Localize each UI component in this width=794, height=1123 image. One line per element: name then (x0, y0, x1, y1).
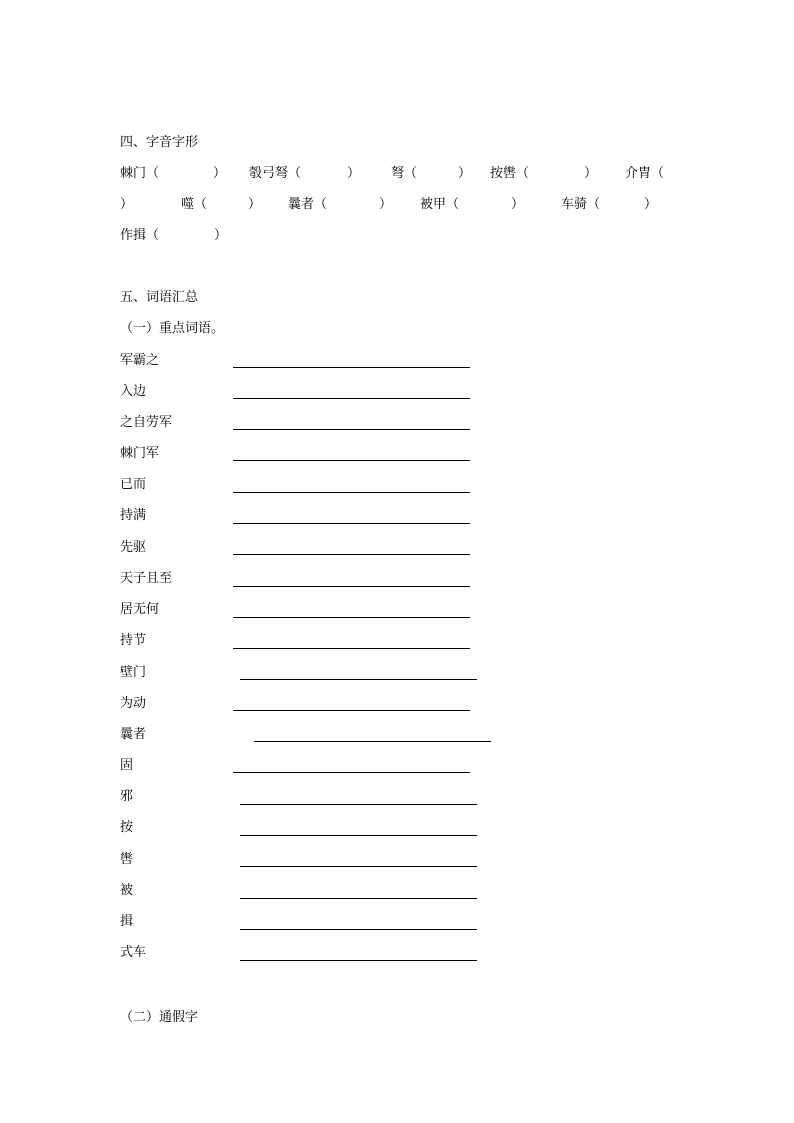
vocab-term: 先驱 (120, 540, 147, 555)
s4-l1-t8: 介胄（ (625, 166, 665, 181)
vocab-term: 按 (120, 820, 134, 835)
s4-l2-t6: ） (511, 197, 525, 212)
section5-subheading-1: （一）重点词语。 (120, 321, 225, 336)
s4-l1-t3: ） (347, 166, 361, 181)
section5-heading: 五、词语汇总 (120, 290, 199, 305)
vocab-answer-line (240, 960, 477, 961)
s4-l2-t0: ） (120, 197, 134, 212)
vocab-term: 固 (120, 758, 134, 773)
vocab-answer-line (240, 866, 477, 867)
s4-l1-t6: 按辔（ (490, 166, 530, 181)
s4-l2-t3: 曩者（ (288, 197, 328, 212)
vocab-answer-line (233, 429, 470, 430)
s4-l2-t5: 被甲（ (420, 197, 460, 212)
s4-l1-t7: ） (584, 166, 598, 181)
vocab-term: 式车 (120, 945, 147, 960)
s4-l2-t1: 噬（ (181, 197, 208, 212)
vocab-answer-line (240, 898, 477, 899)
vocab-answer-line (233, 586, 470, 587)
s4-l2-t4: ） (379, 197, 393, 212)
vocab-term: 揖 (120, 914, 134, 929)
vocab-term: 天子且至 (120, 571, 173, 586)
vocab-answer-line (233, 492, 470, 493)
vocab-answer-line (233, 772, 470, 773)
vocab-answer-line (233, 523, 470, 524)
vocab-term: 之自劳军 (120, 415, 173, 430)
s4-l3-t0: 作揖（ (120, 228, 160, 243)
vocab-term: 棘门军 (120, 446, 160, 461)
vocab-answer-line (254, 741, 491, 742)
vocab-answer-line (240, 679, 477, 680)
s4-l1-t0: 棘门（ (120, 166, 160, 181)
vocab-answer-line (233, 398, 470, 399)
s4-l1-t1: ） (213, 166, 227, 181)
vocab-term: 居无何 (120, 602, 160, 617)
vocab-term: 持满 (120, 508, 147, 523)
vocab-term: 被 (120, 883, 134, 898)
s4-l2-t2: ） (248, 197, 262, 212)
vocab-answer-line (233, 367, 470, 368)
vocab-term: 军霸之 (120, 353, 160, 368)
vocab-answer-line (233, 554, 470, 555)
vocab-term: 为动 (120, 696, 147, 711)
vocab-answer-line (240, 929, 477, 930)
vocab-term: 辔 (120, 852, 134, 867)
section4-heading: 四、字音字形 (120, 135, 199, 150)
vocab-term: 壁门 (120, 665, 147, 680)
vocab-term: 持节 (120, 633, 147, 648)
s4-l1-t4: 弩（ (391, 166, 418, 181)
vocab-answer-line (240, 804, 477, 805)
s4-l2-t8: ） (644, 197, 658, 212)
vocab-term: 邪 (120, 789, 134, 804)
vocab-answer-line (240, 835, 477, 836)
vocab-answer-line (233, 617, 470, 618)
s4-l1-t5: ） (458, 166, 472, 181)
s4-l3-t1: ） (214, 228, 228, 243)
vocab-term: 已而 (120, 477, 147, 492)
s4-l2-t7: 车骑（ (561, 197, 601, 212)
vocab-answer-line (233, 648, 470, 649)
vocab-answer-line (233, 710, 470, 711)
vocab-answer-line (233, 460, 470, 461)
vocab-term: 曩者 (120, 727, 147, 742)
vocab-term: 入边 (120, 384, 147, 399)
section5-subheading-2: （二）通假字 (120, 1010, 199, 1025)
s4-l1-t2: 彀弓弩（ (249, 166, 302, 181)
